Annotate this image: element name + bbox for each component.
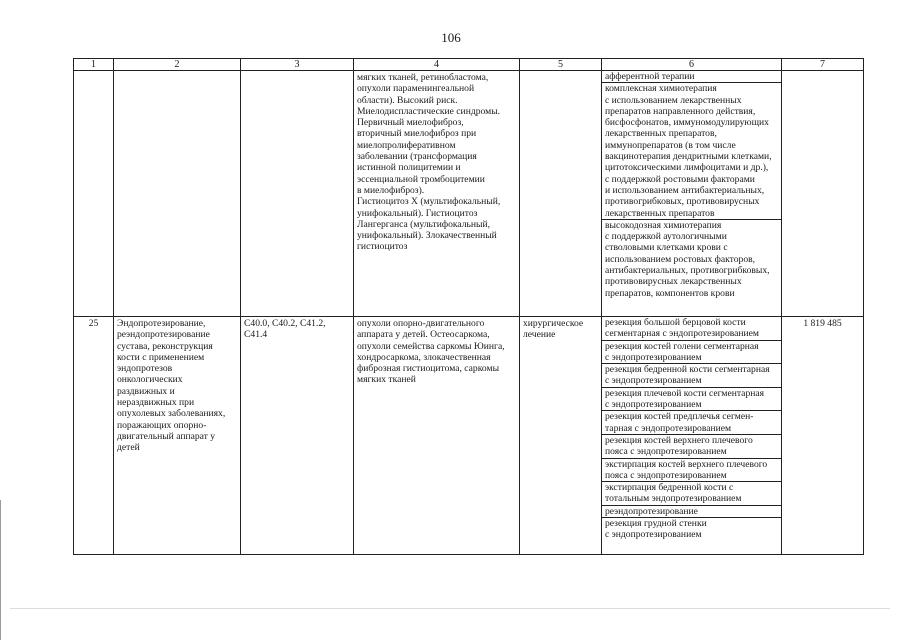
- table-row-25: [74, 317, 864, 555]
- method-item: афферентной терапии: [602, 71, 781, 83]
- method-cell: [602, 71, 782, 317]
- method-item: резекция костей предплечья сегмен- тарная с эндопротезированием: [602, 411, 781, 435]
- row-number-cell: [74, 71, 114, 317]
- method-cell: [602, 317, 782, 555]
- method-item: резекция костей голени сегментарная с эндопротезированием: [602, 341, 781, 365]
- method-item: резекция бедренной кости сегментарная с эндопротезированием: [602, 364, 781, 388]
- row-number-cell: 25: [74, 317, 114, 555]
- method-item: резекция плечевой кости сегментарная с эндопротезированием: [602, 388, 781, 412]
- method-item: резекция костей верхнего плечевого пояса с эндопротезированием: [602, 435, 781, 459]
- icd-code-cell: C40.0, C40.2, C41.2, C41.4: [241, 317, 354, 555]
- treatment-table: [73, 58, 864, 555]
- treatment-type-cell: [520, 71, 602, 317]
- column-number: 6: [602, 59, 782, 71]
- procedure-name-cell: Эндопротезирование, реэндопротезирование сустава, реконструкция кости с применением эндопротезов онкологических раздвижных и нераздвижных при опухолевых заболеваниях, поражающих опорно- двигательный аппарат у детей: [114, 317, 241, 555]
- column-number: 7: [782, 59, 864, 71]
- column-number: 3: [241, 59, 354, 71]
- diagnosis-cell: опухоли опорно-двигательного аппарата у детей. Остеосаркома, опухоли семейства саркомы Юинга, хондросаркома, злокачественная фиброзная гистиоцитома, саркомы мягких тканей: [354, 317, 520, 555]
- scan-artifact-line: [10, 608, 890, 609]
- method-item: экстирпация бедренной кости с тотальным эндопротезированием: [602, 482, 781, 506]
- icd-code-cell: [241, 71, 354, 317]
- method-item: резекция грудной стенки с эндопротезированием: [605, 518, 707, 541]
- treatment-type-cell: хирургическое лечение: [520, 317, 602, 555]
- method-item: комплексная химиотерапия с использованием лекарственных препаратов направленного действия, бисфосфонатов, иммуномодулирующих лекарственных препаратов, иммунопрепаратов (в том числе вакцинотерапия дендритными клетками, цитотоксическими лимфоцитами и др.), с поддержкой ростовыми факторами и использованием антибактериальных, противогрибковых, противовирусных лекарственных препаратов: [602, 83, 781, 220]
- column-number-row: [74, 59, 864, 71]
- method-item: экстирпация костей верхнего плечевого пояса с эндопротезированием: [602, 459, 781, 483]
- column-number: 4: [354, 59, 520, 71]
- diagnosis-cell: мягких тканей, ретинобластома, опухоли параменингеальной области). Высокий риск. Миелодиспластические синдромы. Первичный миелофиброз, вторичный миелофиброз при миелопролиферативном заболевании (трансформация истинной полицитемии и эссенциальной тромбоцитемии в миелофиброз). Гистиоцитоз X (мультифокальный, унифокальный). Гистиоцитоз Лангерганса (мультифокальный, унифокальный). Злокачественный гистиоцитоз: [354, 71, 520, 317]
- column-number: 2: [114, 59, 241, 71]
- method-item: высокодозная химиотерапия с поддержкой аутологичными стволовыми клетками крови с использованием ростовых факторов, антибактериальных, противогрибковых, противовирусных лекарственных препаратов, компонентов крови: [605, 219, 770, 299]
- procedure-name-cell: [114, 71, 241, 317]
- method-item: реэндопротезирование: [602, 506, 781, 518]
- method-item: резекция большой берцовой кости сегментарная с эндопротезированием: [602, 317, 781, 341]
- table-row-continued: [74, 71, 864, 317]
- cost-cell: 1 819 485: [782, 317, 864, 555]
- cost-cell: [782, 71, 864, 317]
- page-number: 106: [441, 30, 461, 45]
- column-number: 1: [74, 59, 114, 71]
- column-number: 5: [520, 59, 602, 71]
- scan-artifact-line: [0, 500, 1, 640]
